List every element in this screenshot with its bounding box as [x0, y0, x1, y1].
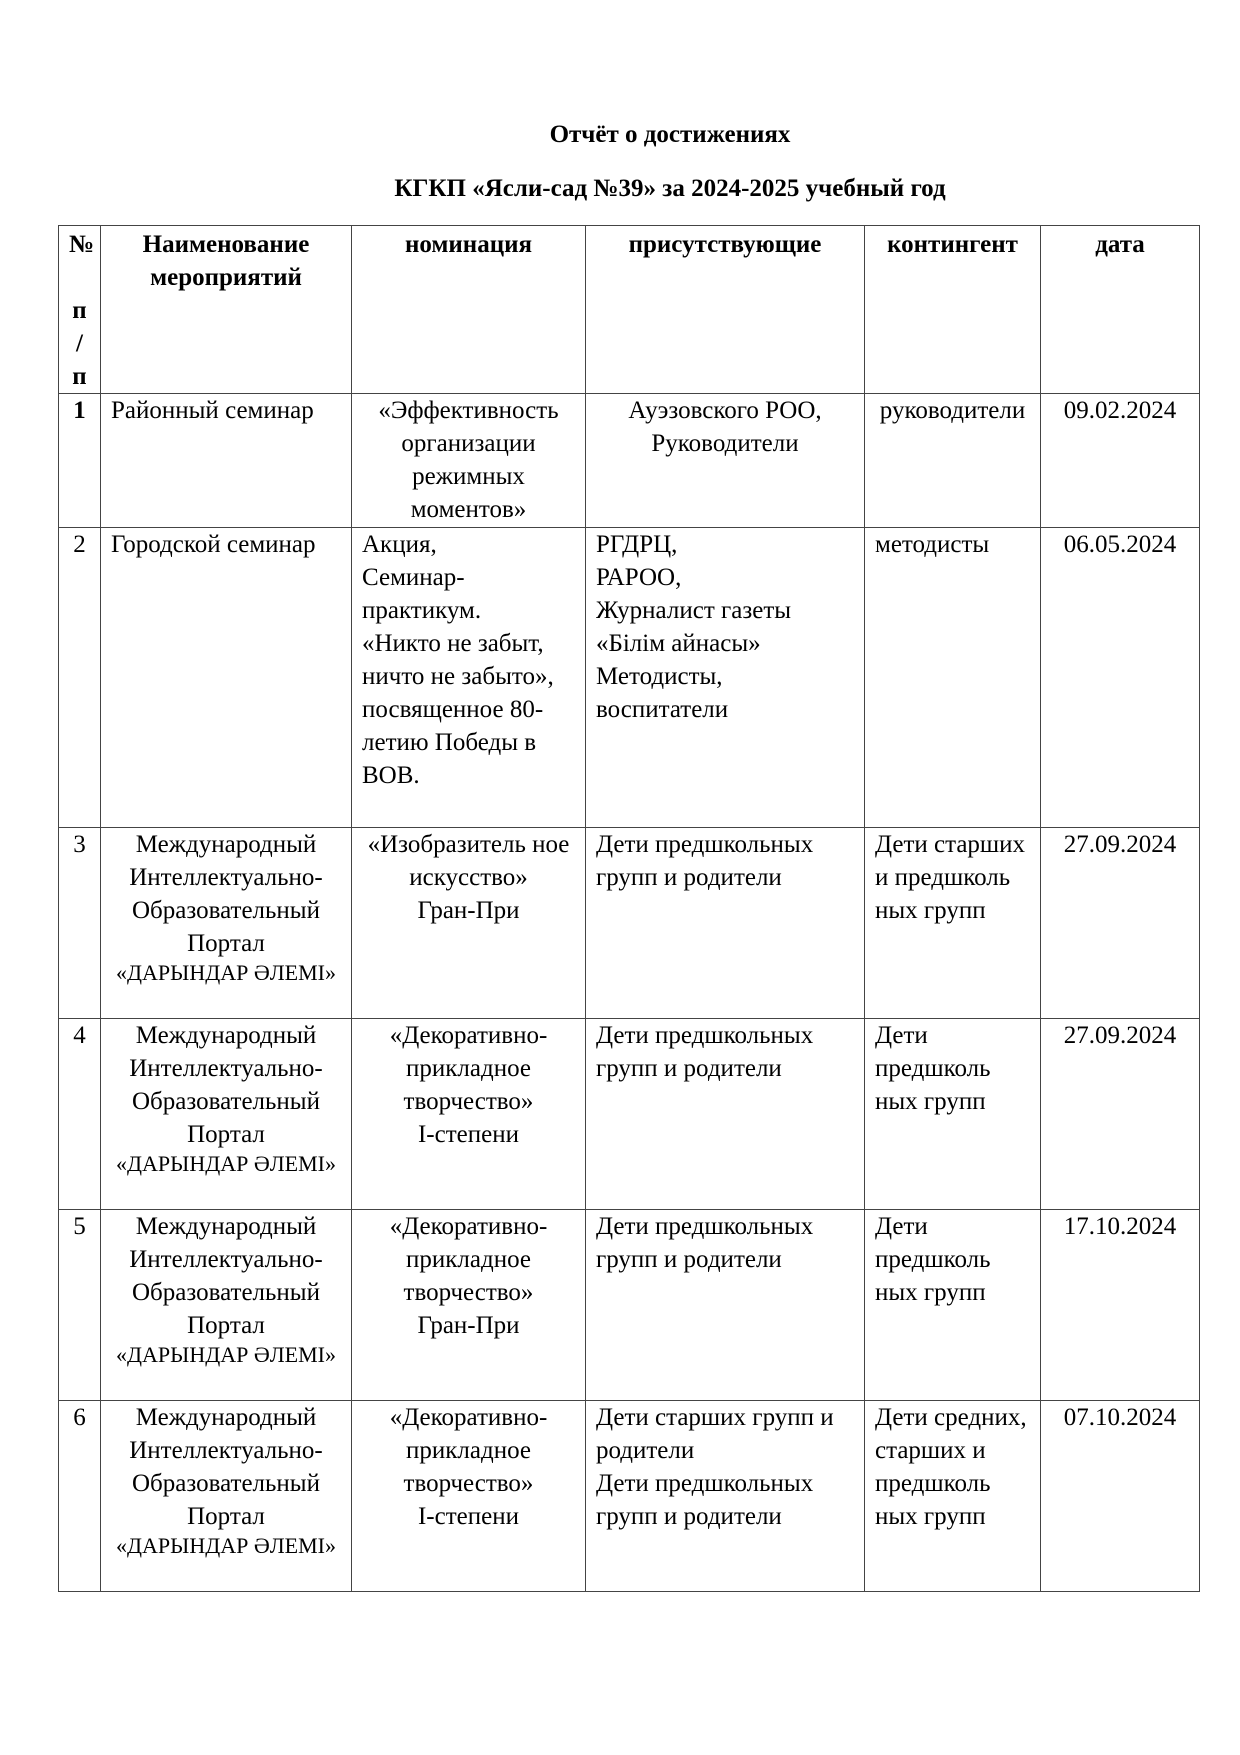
cell-contingent: [865, 1401, 1041, 1592]
cell-attendees: [586, 1401, 865, 1592]
cell-attendees: [586, 1210, 865, 1401]
cell-attendees-line: Дети старших групп и родители: [596, 1404, 834, 1464]
cell-number: 1: [59, 394, 101, 528]
cell-attendees-line: Дети предшкольных групп и родители: [596, 1213, 814, 1273]
cell-event-name-line: Международный Интеллектуально-Образовательный Портал: [129, 1022, 323, 1148]
cell-event-name: [101, 828, 352, 1019]
header-date: дата: [1041, 226, 1200, 394]
header-nomination: номинация: [352, 226, 586, 394]
cell-date: 07.10.2024: [1041, 1401, 1200, 1592]
cell-nomination: [352, 1019, 586, 1210]
document-title: Отчёт о достижениях: [549, 121, 791, 148]
header-number-part: /: [76, 330, 83, 357]
header-contingent: контингент: [865, 226, 1041, 394]
cell-event-name-portal-name: «ДАРЫНДАР ӘЛЕМІ»: [116, 960, 336, 985]
cell-attendees: [586, 1019, 865, 1210]
header-attendees: присутствующие: [586, 226, 865, 394]
cell-attendees-line: Дети предшкольных групп и родители: [596, 831, 814, 891]
cell-attendees: [586, 528, 865, 828]
table-row: [59, 394, 1200, 528]
cell-event-name-portal-name: «ДАРЫНДАР ӘЛЕМІ»: [116, 1533, 336, 1558]
cell-attendees-line: Ауэзовского РОО,: [628, 397, 822, 424]
header-number-sign: №: [69, 231, 95, 258]
cell-contingent-line: Дети предшколь ных групп: [875, 1213, 991, 1306]
cell-nomination: [352, 394, 586, 528]
table-row: [59, 528, 1200, 828]
cell-event-name-line: Международный Интеллектуально-Образовательный Портал: [129, 1213, 323, 1339]
table-row: [59, 1019, 1200, 1210]
cell-event-name-portal-name: «ДАРЫНДАР ӘЛЕМІ»: [116, 1151, 336, 1176]
cell-nomination-line: «Декоративно-прикладное творчество»: [389, 1213, 548, 1306]
cell-contingent: [865, 1210, 1041, 1401]
cell-attendees-line: РАРОО,: [596, 564, 682, 591]
header-number: [59, 226, 101, 394]
table-header-row: [59, 226, 1200, 394]
cell-date: 09.02.2024: [1041, 394, 1200, 528]
cell-contingent-line: методисты: [875, 531, 990, 558]
cell-nomination: [352, 828, 586, 1019]
cell-nomination: [352, 528, 586, 828]
cell-nomination-line: «Декоративно-прикладное творчество»: [389, 1022, 548, 1115]
cell-number: 6: [59, 1401, 101, 1592]
cell-attendees: [586, 828, 865, 1019]
cell-event-name-line: Районный семинар: [111, 397, 314, 424]
cell-nomination-line: Акция,: [362, 531, 437, 558]
cell-nomination-line: «Изобразитель ное искусство»: [367, 831, 570, 891]
cell-nomination: [352, 1210, 586, 1401]
cell-contingent-line: Дети предшколь ных групп: [875, 1022, 991, 1115]
header-number-part: п: [72, 297, 87, 324]
cell-attendees-line: РГДРЦ,: [596, 531, 678, 558]
cell-event-name: [101, 1210, 352, 1401]
cell-event-name: [101, 528, 352, 828]
cell-event-name: [101, 394, 352, 528]
cell-nomination-line: I-степени: [417, 1503, 519, 1530]
cell-number: 2: [59, 528, 101, 828]
cell-number: 3: [59, 828, 101, 1019]
cell-event-name-portal-name: «ДАРЫНДАР ӘЛЕМІ»: [116, 1342, 336, 1367]
table-row: [59, 1210, 1200, 1401]
cell-date: 06.05.2024: [1041, 528, 1200, 828]
cell-date: 17.10.2024: [1041, 1210, 1200, 1401]
table-row: [59, 1401, 1200, 1592]
cell-contingent: [865, 828, 1041, 1019]
cell-event-name: [101, 1401, 352, 1592]
cell-attendees-line: Дети предшкольных групп и родители: [596, 1470, 814, 1530]
cell-nomination-line: I-степени: [417, 1121, 519, 1148]
cell-attendees-line: Методисты, воспитатели: [596, 663, 729, 723]
header-name: Наименование мероприятий: [101, 226, 352, 394]
cell-nomination: [352, 1401, 586, 1592]
header-number-part: п: [72, 363, 87, 390]
cell-nomination-line: «Декоративно-прикладное творчество»: [389, 1404, 548, 1497]
cell-contingent-line: Дети старших и предшколь ных групп: [875, 831, 1026, 924]
cell-event-name-line: Международный Интеллектуально-Образовательный Портал: [129, 831, 323, 957]
cell-nomination-line: «Никто не забыт, ничто не забыто», посвященное 80-летию Победы в ВОВ.: [362, 630, 554, 789]
cell-contingent: [865, 394, 1041, 528]
cell-date: 27.09.2024: [1041, 828, 1200, 1019]
achievements-table: [58, 225, 1200, 1592]
cell-nomination-line: Гран-При: [417, 1312, 520, 1339]
cell-attendees-line: Журналист газеты «Білім айнасы»: [596, 597, 792, 657]
cell-attendees-line: Руководители: [651, 430, 799, 457]
cell-nomination-line: Семинар-практикум.: [362, 564, 482, 624]
cell-contingent: [865, 1019, 1041, 1210]
cell-contingent: [865, 528, 1041, 828]
cell-date: 27.09.2024: [1041, 1019, 1200, 1210]
cell-event-name-line: Международный Интеллектуально-Образовательный Портал: [129, 1404, 323, 1530]
cell-contingent-line: Дети средних, старших и предшколь ных групп: [875, 1404, 1027, 1530]
cell-attendees: [586, 394, 865, 528]
cell-contingent-line: руководители: [879, 397, 1026, 424]
cell-number: 5: [59, 1210, 101, 1401]
document-subtitle: КГКП «Ясли-сад №39» за 2024-2025 учебный год: [394, 175, 946, 202]
cell-nomination-line: «Эффективность организации режимных моментов»: [378, 397, 559, 523]
cell-event-name-line: Городской семинар: [111, 531, 316, 558]
cell-number: 4: [59, 1019, 101, 1210]
cell-attendees-line: Дети предшкольных групп и родители: [596, 1022, 814, 1082]
table-row: [59, 828, 1200, 1019]
cell-event-name: [101, 1019, 352, 1210]
cell-nomination-line: Гран-При: [417, 897, 520, 924]
